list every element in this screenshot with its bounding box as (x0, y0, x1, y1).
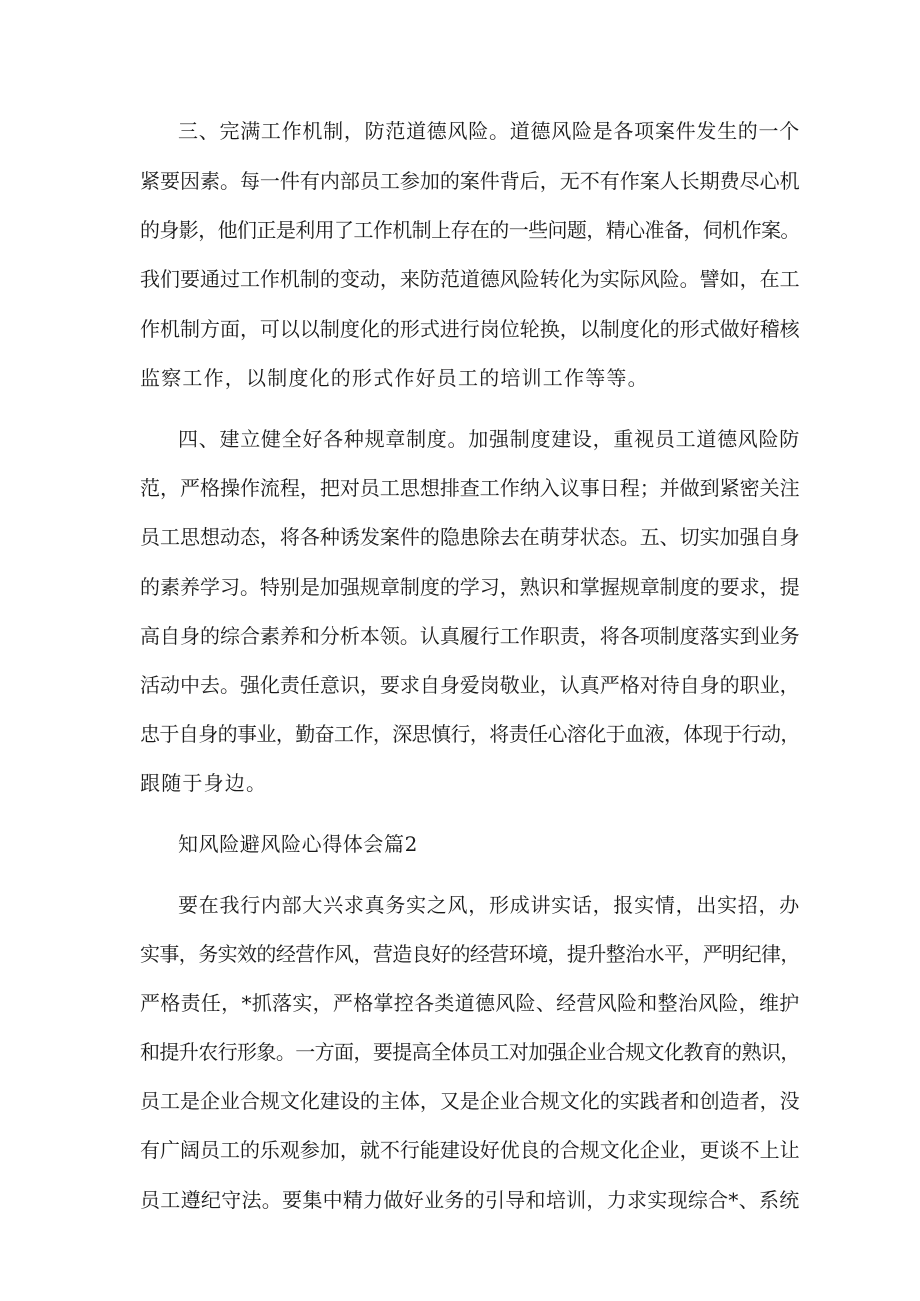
paragraph-line: 监察工作，以制度化的形式作好员工的培训工作等等。 (140, 366, 649, 390)
paragraph-line: 严格责任，*抓落实，严格掌控各类道德风险、经营风险和整治风险，维护 (140, 991, 800, 1015)
paragraph-line: 的素养学习。特别是加强规章制度的学习，熟识和掌握规章制度的要求，提 (140, 575, 800, 599)
paragraph-line: 员工是企业合规文化建设的主体，又是企业合规文化的实践者和创造者，没 (140, 1089, 800, 1113)
section-heading: 知风险避风险心得体会篇2 (178, 832, 418, 856)
paragraph-line: 范，严格操作流程，把对员工思想排查工作纳入议事日程；并做到紧密关注 (140, 476, 800, 500)
paragraph-line: 紧要因素。每一件有内部员工参加的案件背后，无不有作案人长期费尽心机 (140, 169, 800, 193)
paragraph-line: 我们要通过工作机制的变动，来防范道德风险转化为实际风险。譬如，在工 (140, 267, 800, 291)
paragraph-line: 和提升农行形象。一方面，要提高全体员工对加强企业合规文化教育的熟识， (140, 1040, 800, 1064)
paragraph-line: 员工遵纪守法。要集中精力做好业务的引导和培训，力求实现综合*、系统 (140, 1188, 800, 1212)
paragraph-line: 作机制方面，可以以制度化的形式进行岗位轮换，以制度化的形式做好稽核 (140, 317, 800, 341)
paragraph-line: 忠于自身的事业，勤奋工作，深思慎行，将责任心溶化于血液，体现于行动， (140, 722, 800, 746)
paragraph-line: 活动中去。强化责任意识，要求自身爱岗敬业，认真严格对待自身的职业， (140, 673, 800, 697)
paragraph-line: 跟随于身边。 (140, 771, 268, 795)
paragraph-line: 高自身的综合素养和分析本领。认真履行工作职责，将各项制度落实到业务 (140, 624, 800, 648)
paragraph-line: 有广阔员工的乐观参加，就不行能建设好优良的合规文化企业，更谈不上让 (140, 1138, 800, 1162)
paragraph-line: 三、完满工作机制，防范道德风险。道德风险是各项案件发生的一个 (178, 119, 800, 143)
paragraph-line: 的身影，他们正是利用了工作机制上存在的一些问题，精心准备，伺机作案。 (140, 218, 800, 242)
paragraph-line: 四、建立健全好各种规章制度。加强制度建设，重视员工道德风险防 (178, 427, 800, 451)
paragraph-line: 实事，务实效的经营作风，营造良好的经营环境，提升整治水平，严明纪律， (140, 942, 800, 966)
paragraph-line: 员工思想动态，将各种诱发案件的隐患除去在萌芽状态。五、切实加强自身 (140, 525, 800, 549)
paragraph-line: 要在我行内部大兴求真务实之风，形成讲实话，报实情，出实招，办 (178, 893, 800, 917)
